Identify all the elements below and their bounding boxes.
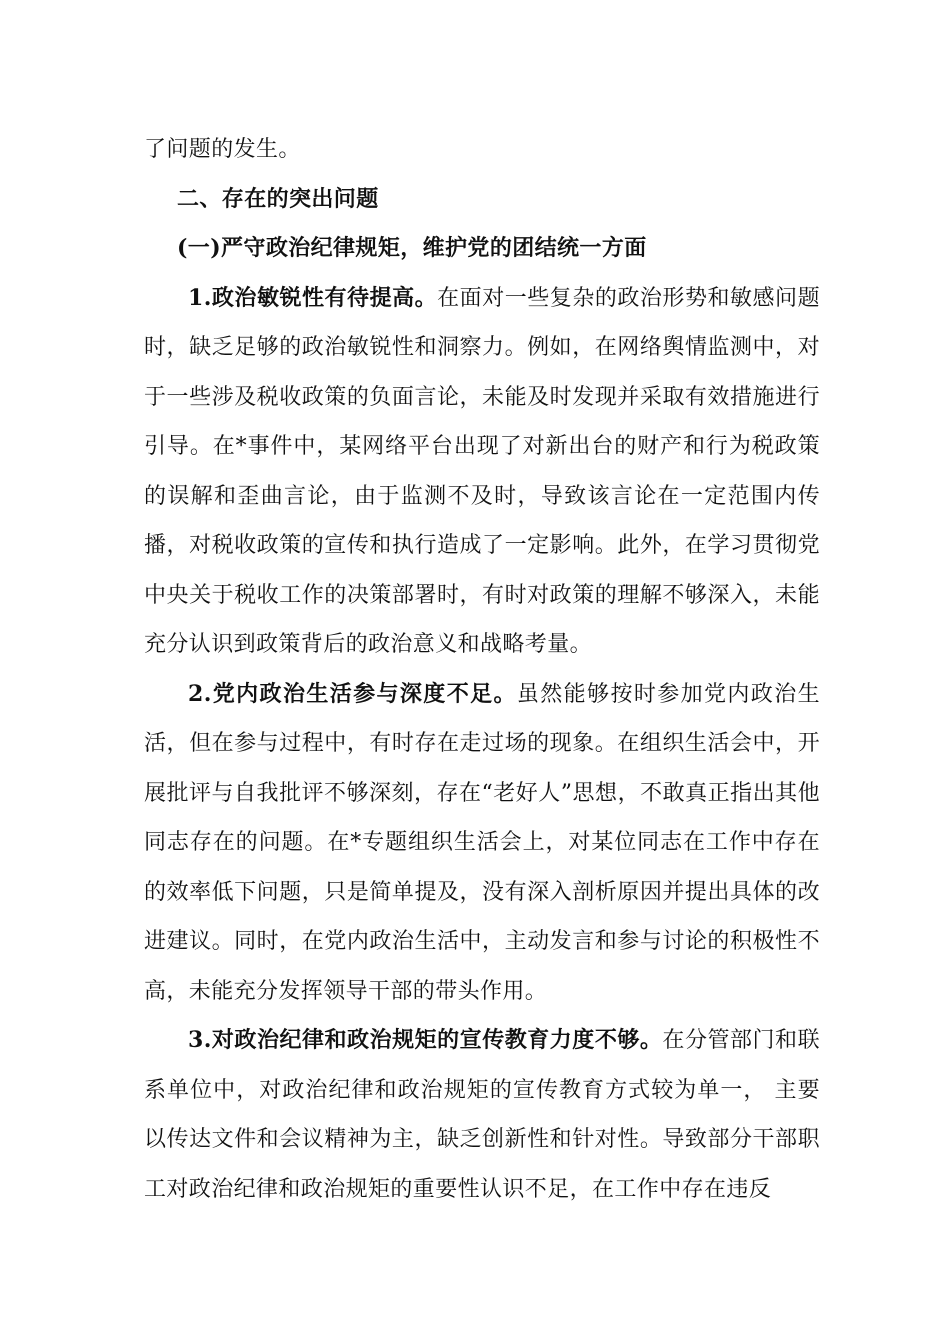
- item-2-body: 虽然能够按时参加党内政治生活，但在参与过程中，有时存在走过场的现象。在组织生活会中，开展批评与自我批评不够深刻，存在“老好人”思想，不敢真正指出其他同志存在的问题。在*专题组织生活会上，对某位同志在工作中存在的效率低下问题，只是简单提及，没有深入剖析原因并提出具体的改进建议。同时，在党内政治生活中，主动发言和参与讨论的积极性不高，未能充分发挥领导干部的带头作用。: [144, 681, 820, 1004]
- section-heading: 二、存在的突出问题: [177, 185, 379, 212]
- item-1-lead: 1.政治敏锐性有待提高。: [188, 284, 438, 311]
- paragraph-item-1: [144, 274, 820, 670]
- continuation-paragraph: [144, 125, 820, 175]
- item-1-body: 在面对一些复杂的政治形势和敏感问题时，缺乏足够的政治敏锐性和洞察力。例如，在网络舆情监测中，对于一些涉及税收政策的负面言论，未能及时发现并采取有效措施进行引导。在*事件中，某网络平台出现了对新出台的财产和行为税政策的误解和歪曲言论，由于监测不及时，导致该言论在一定范围内传播，对税收政策的宣传和执行造成了一定影响。此外，在学习贯彻党中央关于税收工作的决策部署时，有时对政策的理解不够深入，未能充分认识到政策背后的政治意义和战略考量。: [144, 285, 820, 657]
- document-body: [144, 125, 820, 1214]
- continuation-text: 了问题的发生。: [144, 137, 301, 162]
- item-3-lead: 3.对政治纪律和政治规矩的宣传教育力度不够。: [188, 1027, 663, 1053]
- paragraph-item-3: [144, 1016, 820, 1214]
- paragraph-item-2: [144, 670, 820, 1017]
- item-3-body: 在分管部门和联系单位中，对政治纪律和政治规矩的宣传教育方式较为单一， 主要以传达文件和会议精神为主，缺乏创新性和针对性。导致部分干部职工对政治纪律和政治规矩的重要性认识不足，在工作中存在违反: [144, 1028, 820, 1202]
- item-2-lead: 2.党内政治生活参与深度不足。: [188, 680, 517, 707]
- subsection-heading: (一)严守政治纪律规矩，维护党的团结统一方面: [177, 235, 647, 261]
